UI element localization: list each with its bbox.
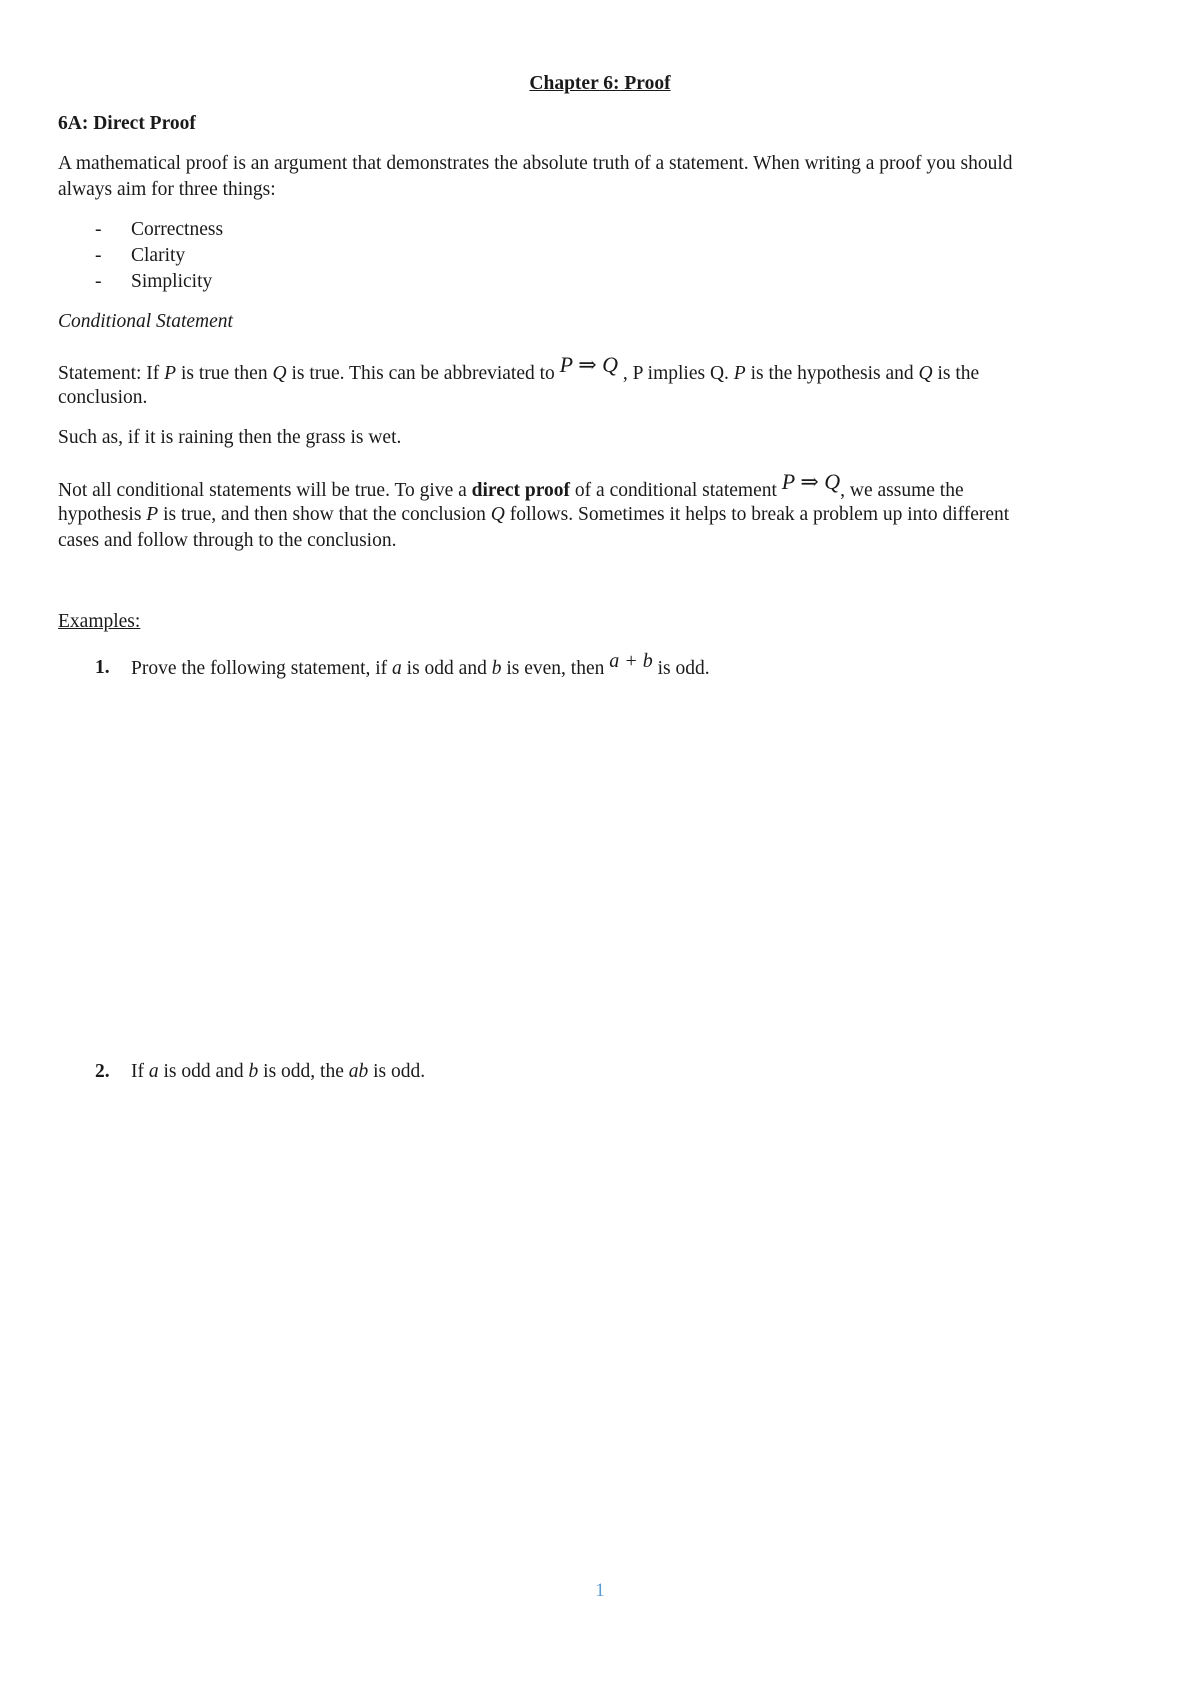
conditional-heading: Conditional Statement [58, 311, 233, 332]
example-number: 1. [95, 657, 110, 678]
var-ab: ab [348, 1061, 369, 1082]
var-q: Q [918, 363, 933, 384]
page-title: Chapter 6: Proof [529, 73, 671, 94]
text-run: is odd, the [258, 1061, 349, 1082]
text-run: is the hypothesis and [745, 363, 919, 384]
implies-formula: P ⇒ Q [559, 352, 619, 377]
text-run: If [131, 1061, 149, 1082]
direct-proof-line-2 [58, 501, 1009, 529]
text-run: Statement: If [58, 363, 165, 384]
text-run: of a conditional statement [570, 480, 782, 501]
var-a: a [392, 658, 402, 679]
var-b: b [491, 658, 502, 679]
text-run: is odd and [158, 1061, 249, 1082]
statement-line-2: conclusion. [58, 387, 148, 408]
text-run: is odd. [652, 658, 710, 679]
text-run: , we assume the [840, 480, 964, 501]
bullet-marker: - [95, 245, 102, 266]
text-run: is odd. [368, 1061, 426, 1082]
example-text [131, 650, 710, 683]
text-run: Prove the following statement, if [131, 658, 393, 679]
var-p: P [733, 363, 746, 384]
text-run: is even, then [501, 658, 610, 679]
text-run: is the [932, 363, 980, 384]
bullet-marker: - [95, 271, 102, 292]
bullet-marker: - [95, 219, 102, 240]
direct-proof-term: direct proof [471, 480, 571, 501]
section-heading: 6A: Direct Proof [58, 113, 196, 134]
var-q: Q [490, 504, 505, 525]
examples-heading: Examples: [58, 611, 141, 632]
statement-line-1 [58, 352, 980, 388]
var-p: P [164, 363, 177, 384]
example-number: 2. [95, 1061, 110, 1082]
text-run: follows. Sometimes it helps to break a problem up into different [504, 504, 1010, 525]
example-sentence: Such as, if it is raining then the grass is wet. [58, 427, 402, 448]
intro-line-1: A mathematical proof is an argument that demonstrates the absolute truth of a statement. When writing a proof you should [58, 153, 1013, 174]
example-text [131, 1058, 425, 1086]
text-run: is odd and [401, 658, 492, 679]
text-run: is true, and then show that the conclusion [158, 504, 491, 525]
text-run: Not all conditional statements will be true. To give a [58, 480, 472, 501]
aim-item: Simplicity [131, 271, 213, 292]
var-b: b [248, 1061, 259, 1082]
text-run: , P implies Q. [618, 363, 734, 384]
text-run: is true then [176, 363, 273, 384]
direct-proof-line-3: cases and follow through to the conclusion. [58, 530, 397, 551]
intro-line-2: always aim for three things: [58, 179, 276, 200]
aim-item: Clarity [131, 245, 186, 266]
text-run: hypothesis [58, 504, 147, 525]
var-a: a [148, 1061, 159, 1082]
sum-formula: a + b [609, 650, 653, 672]
text-run: is true. This can be abbreviated to [286, 363, 560, 384]
var-p: P [146, 504, 159, 525]
page-number: 1 [595, 1580, 605, 1601]
aim-item: Correctness [131, 219, 224, 240]
implies-formula: P ⇒ Q [781, 469, 841, 494]
var-q: Q [272, 363, 287, 384]
